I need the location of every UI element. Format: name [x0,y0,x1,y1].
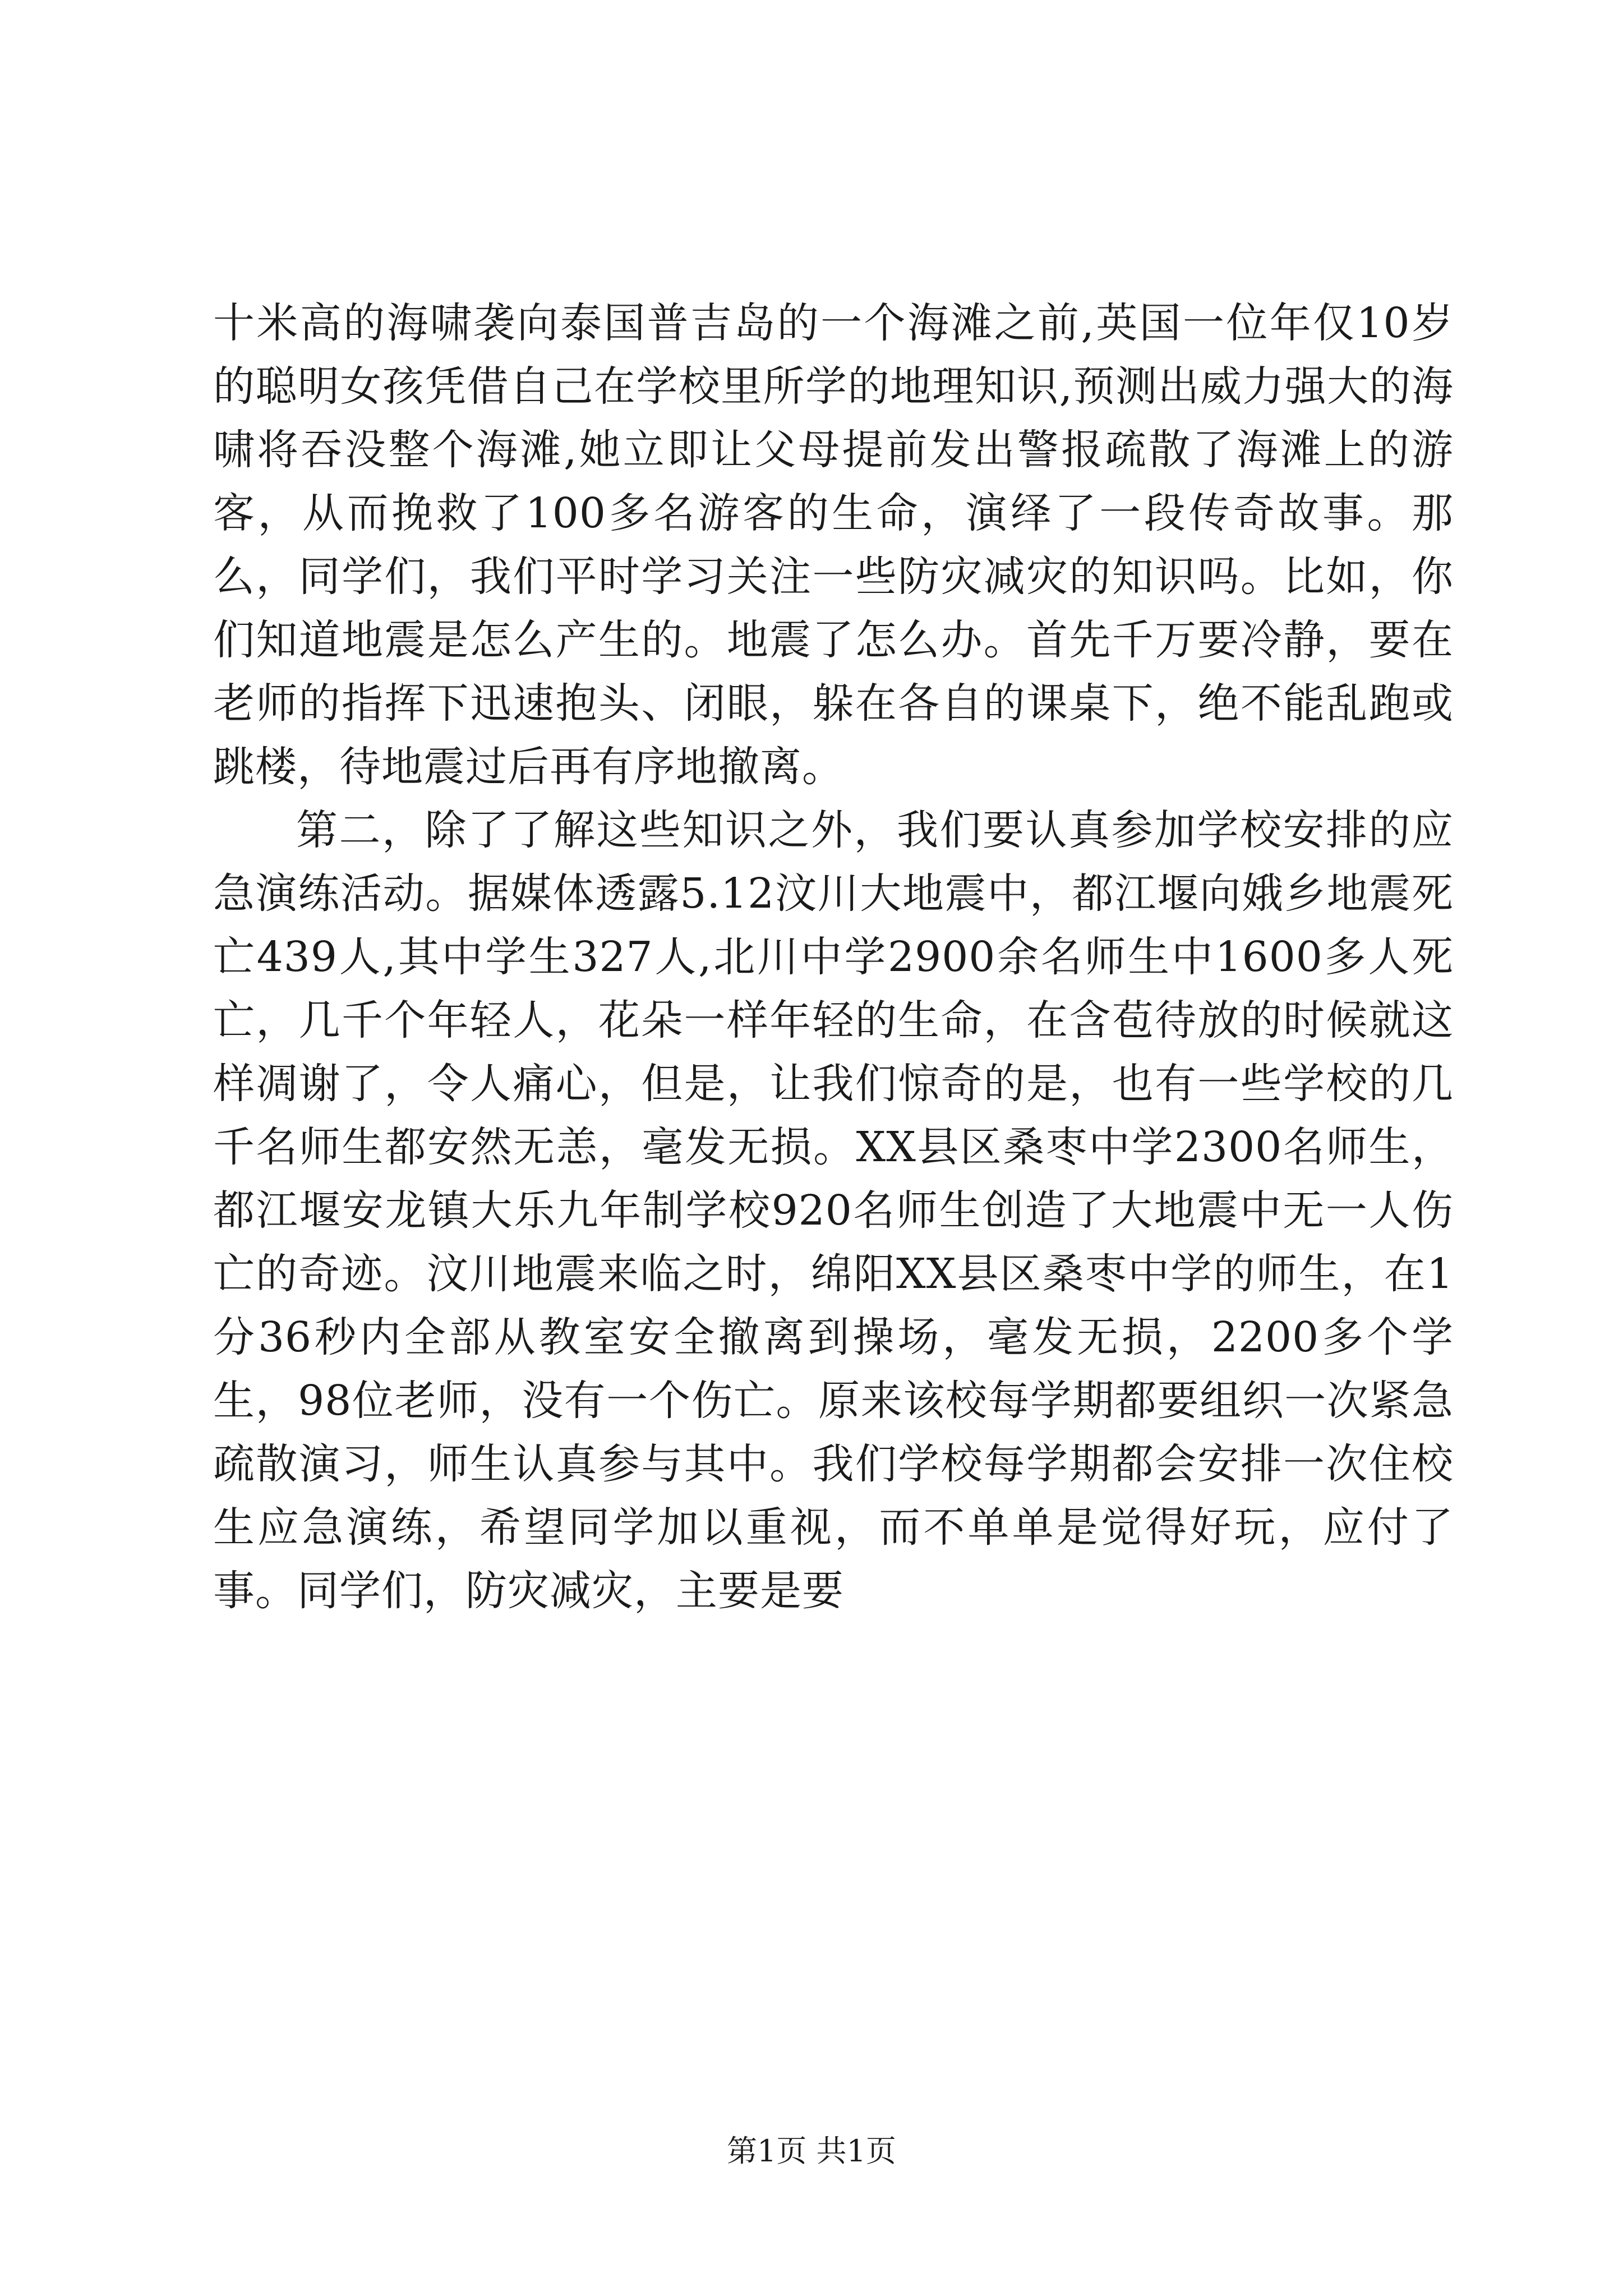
paragraph-1: 十米高的海啸袭向泰国普吉岛的一个海滩之前,英国一位年仅10岁的聪明女孩凭借自己在学校里所学的地理知识,预测出威力强大的海啸将吞没整个海滩,她立即让父母提前发出警报疏散了海滩上的游客，从而挽救了100多名游客的生命，演绎了一段传奇故事。那么，同学们，我们平时学习关注一些防灾减灾的知识吗。比如，你们知道地震是怎么产生的。地震了怎么办。首先千万要冷静，要在老师的指挥下迅速抱头、闭眼，躲在各自的课桌下，绝不能乱跑或跳楼，待地震过后再有序地撤离。 [213,299,1454,791]
paragraph-2: 第二，除了了解这些知识之外，我们要认真参加学校安排的应急演练活动。据媒体透露5.12汶川大地震中，都江堰向娥乡地震死亡439人,其中学生327人,北川中学2900余名师生中1600多人死亡，几千个年轻人，花朵一样年轻的生命，在含苞待放的时候就这样凋谢了，令人痛心，但是，让我们惊奇的是，也有一些学校的几千名师生都安然无恙，毫发无损。XX县区桑枣中学2300名师生，都江堰安龙镇大乐九年制学校920名师生创造了大地震中无一人伤亡的奇迹。汶川地震来临之时，绵阳XX县区桑枣中学的师生，在1分36秒内全部从教室安全撤离到操场，毫发无损，2200多个学生，98位老师，没有一个伤亡。原来该校每学期都要组织一次紧急疏散演习，师生认真参与其中。我们学校每学期都会安排一次住校生应急演练，希望同学加以重视，而不单单是觉得好玩，应付了事。同学们，防灾减灾，主要是要 [213,806,1454,1615]
body-text [213,292,1454,1623]
page-footer: 第1页 共1页 [727,2133,896,2169]
